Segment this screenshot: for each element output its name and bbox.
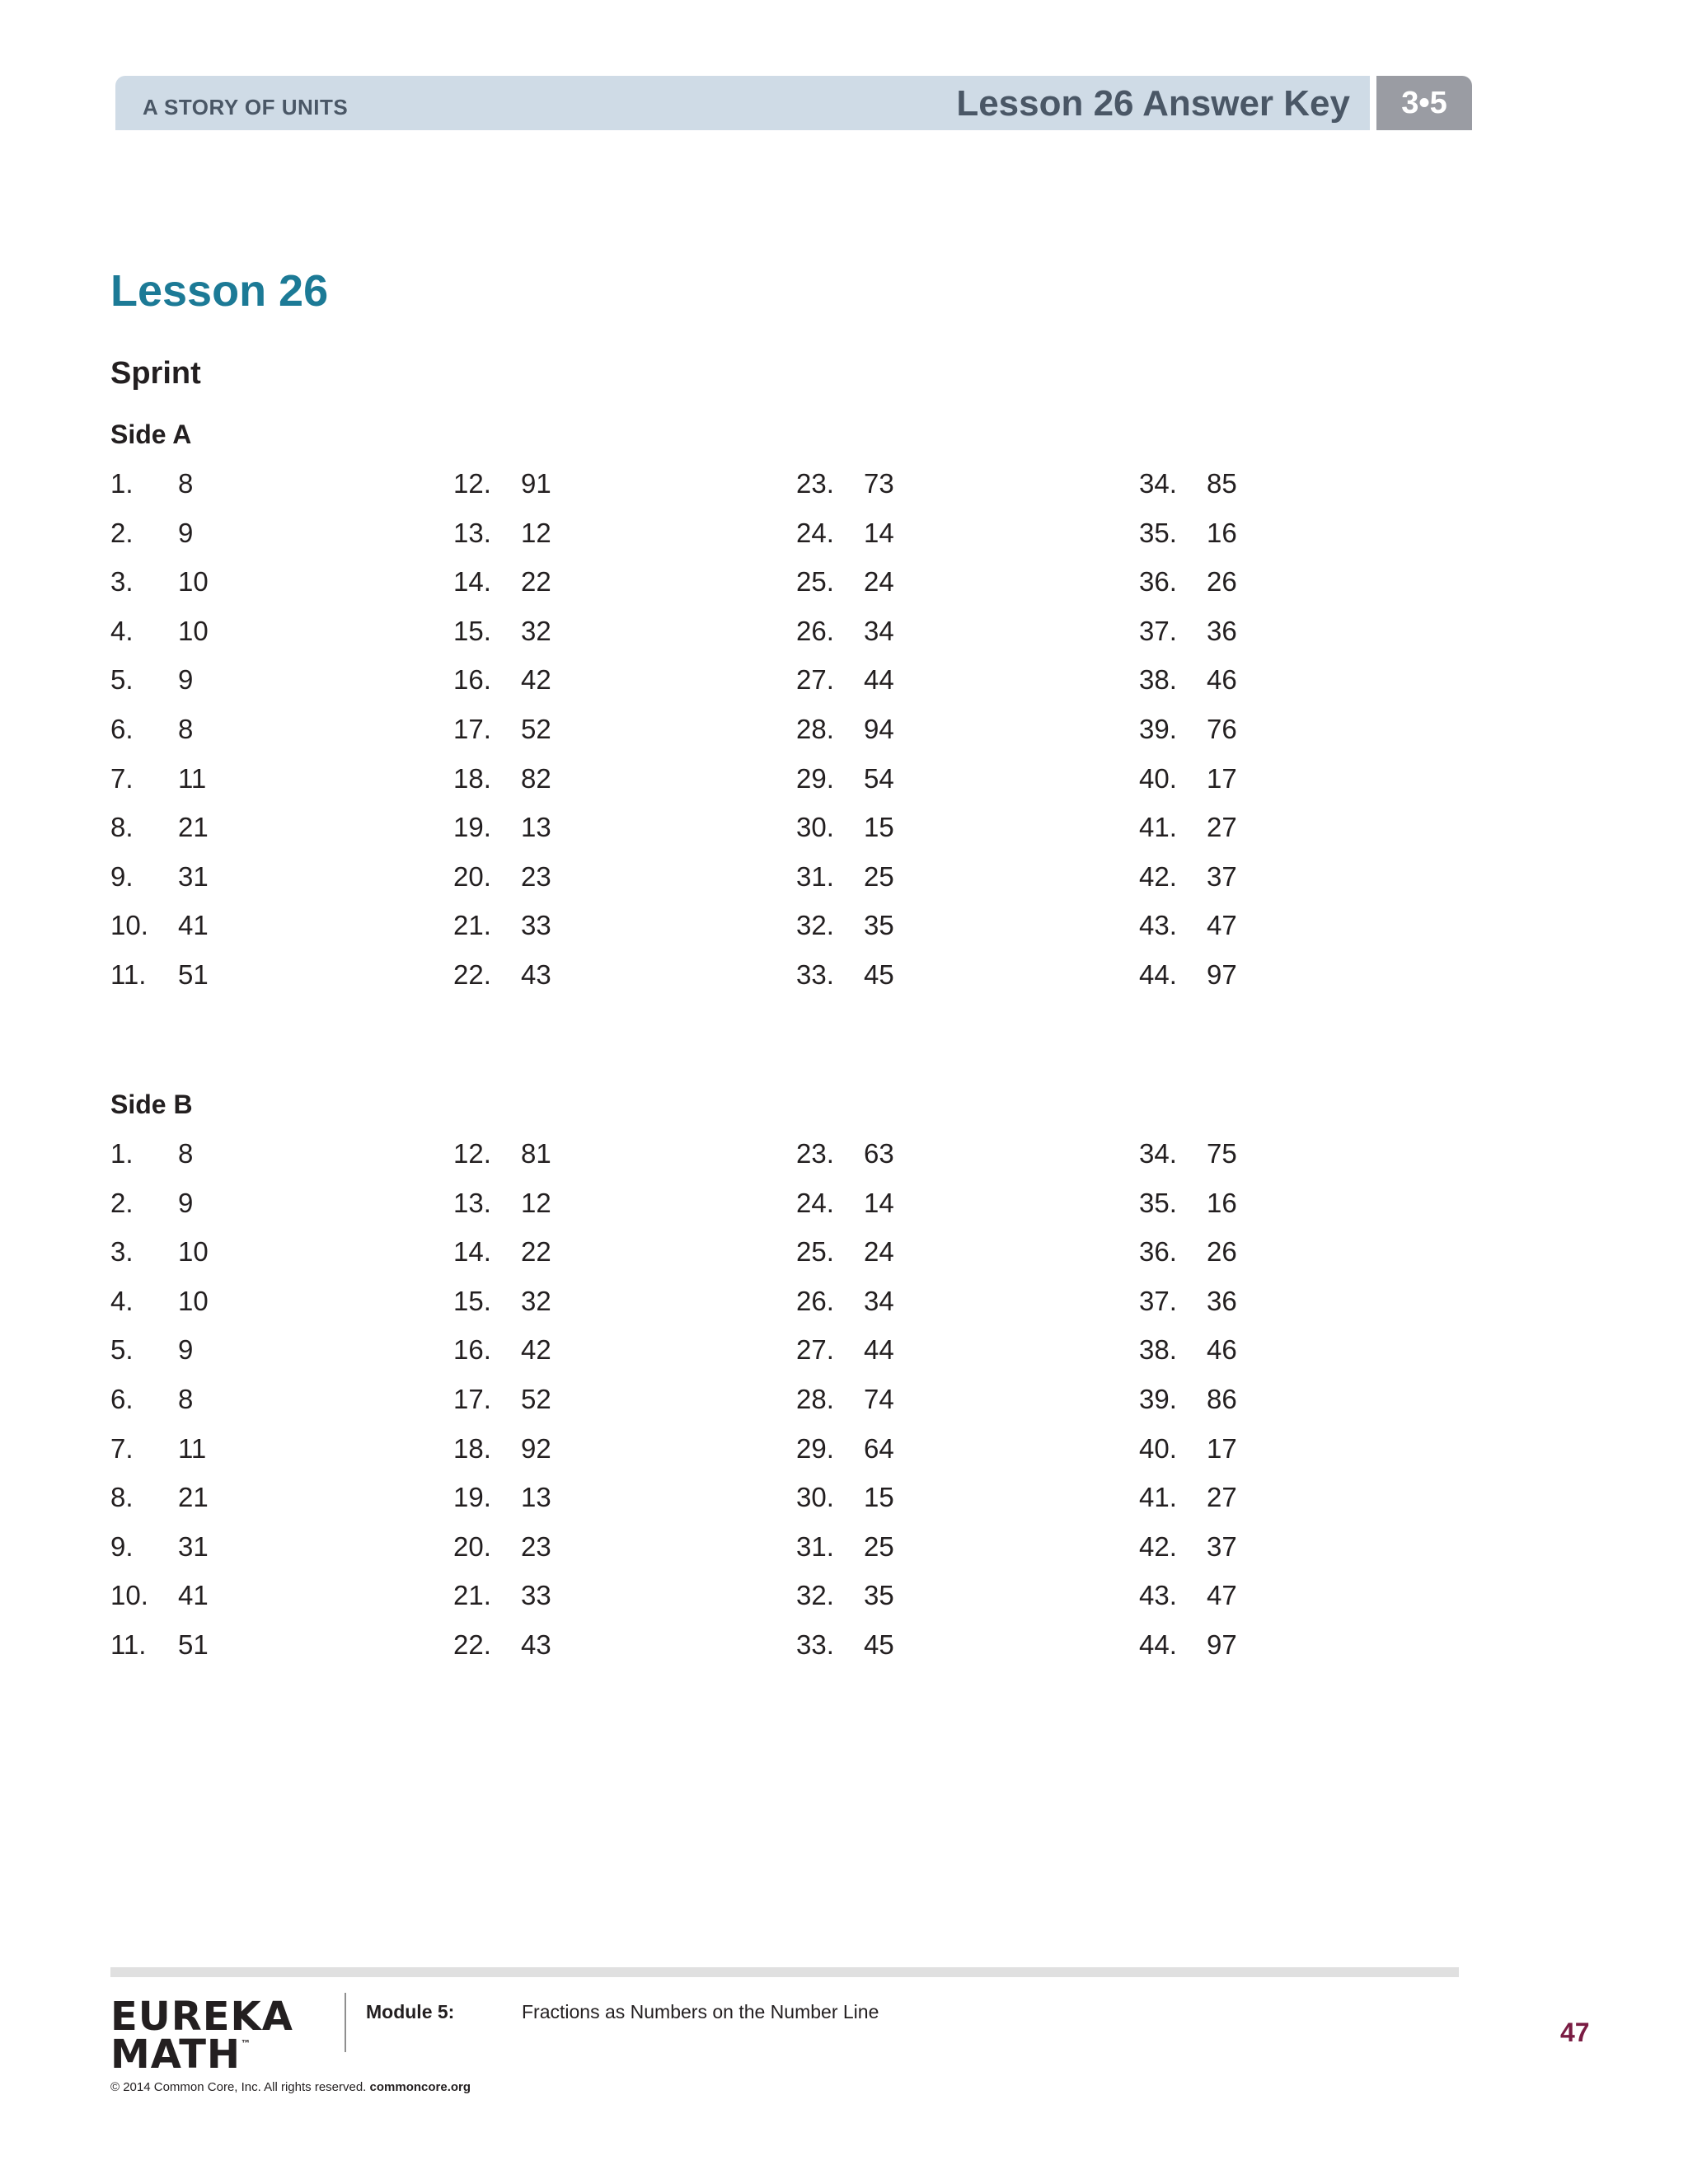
eureka-math-logo xyxy=(110,1994,308,2078)
answer-value: 8 xyxy=(178,714,194,744)
answer-item xyxy=(1139,909,1237,942)
answer-value: 33 xyxy=(521,1580,551,1611)
problem-number: 13. xyxy=(453,1187,491,1218)
answer-item xyxy=(110,762,206,795)
answer-item xyxy=(453,811,551,844)
problem-number: 36. xyxy=(1139,1236,1177,1268)
problem-number: 10. xyxy=(110,910,148,941)
problem-number: 9. xyxy=(110,1530,134,1562)
footer-rule xyxy=(110,1967,1459,1977)
answer-value: 21 xyxy=(178,812,209,843)
answer-value: 46 xyxy=(1207,664,1237,696)
problem-number: 12. xyxy=(453,1138,491,1169)
answer-item xyxy=(453,663,551,696)
answer-item xyxy=(453,713,551,746)
problem-number: 25. xyxy=(796,566,834,598)
answer-value: 43 xyxy=(521,1629,551,1660)
side-b-heading: Side B xyxy=(110,1090,193,1119)
problem-number: 40. xyxy=(1139,1432,1177,1464)
logo-line-2: MATH xyxy=(110,2032,241,2078)
answer-value: 27 xyxy=(1207,812,1237,843)
answer-item xyxy=(453,615,551,648)
answer-item xyxy=(1139,663,1237,696)
answer-item xyxy=(1139,811,1237,844)
answer-item xyxy=(453,1137,551,1170)
page-number: 47 xyxy=(1560,2018,1590,2047)
answer-item xyxy=(1139,1333,1237,1366)
problem-number: 32. xyxy=(796,1580,834,1611)
problem-number: 19. xyxy=(453,812,491,843)
problem-number: 37. xyxy=(1139,615,1177,646)
answer-item xyxy=(796,1137,894,1170)
answer-item xyxy=(1139,517,1237,550)
answer-value: 91 xyxy=(521,468,551,499)
problem-number: 44. xyxy=(1139,1629,1177,1660)
answer-item xyxy=(110,860,209,893)
answer-item xyxy=(796,467,894,500)
copyright-notice xyxy=(110,2079,471,2096)
problem-number: 6. xyxy=(110,1384,134,1414)
problem-number: 42. xyxy=(1139,1530,1177,1562)
answer-item xyxy=(1139,467,1237,500)
problem-number: 1. xyxy=(110,468,134,499)
problem-number: 4. xyxy=(110,615,134,646)
answer-item xyxy=(110,811,209,844)
answer-item xyxy=(796,811,894,844)
answer-item xyxy=(1139,762,1237,795)
answer-item xyxy=(110,958,209,991)
answer-value: 82 xyxy=(521,762,551,794)
answer-item xyxy=(796,1235,894,1268)
problem-number: 21. xyxy=(453,1580,491,1611)
answer-item xyxy=(453,565,551,598)
problem-number: 29. xyxy=(796,1432,834,1464)
answer-value: 9 xyxy=(178,664,194,696)
answer-item xyxy=(796,517,894,550)
answer-value: 10 xyxy=(178,566,209,598)
problem-number: 33. xyxy=(796,959,834,990)
answer-value: 14 xyxy=(864,1187,894,1218)
answer-item xyxy=(796,1333,894,1366)
problem-number: 20. xyxy=(453,1530,491,1562)
answer-item xyxy=(453,1481,551,1514)
answer-item xyxy=(453,762,551,795)
answer-item xyxy=(110,1579,209,1612)
answer-item xyxy=(453,1333,551,1366)
problem-number: 43. xyxy=(1139,1580,1177,1611)
answer-value: 92 xyxy=(521,1432,551,1464)
answer-value: 64 xyxy=(864,1432,894,1464)
answer-value: 27 xyxy=(1207,1482,1237,1513)
answer-item xyxy=(796,1530,894,1563)
answer-value: 37 xyxy=(1207,1530,1237,1562)
problem-number: 35. xyxy=(1139,517,1177,548)
problem-number: 5. xyxy=(110,1334,134,1366)
answer-item xyxy=(453,1432,551,1465)
answer-value: 97 xyxy=(1207,959,1237,990)
problem-number: 2. xyxy=(110,517,134,548)
answer-value: 81 xyxy=(521,1138,551,1169)
answer-value: 32 xyxy=(521,1285,551,1316)
logo-line-1: EUREKA xyxy=(110,1994,293,2040)
answer-item xyxy=(796,762,894,795)
answer-item xyxy=(1139,860,1237,893)
problem-number: 14. xyxy=(453,566,491,598)
problem-number: 31. xyxy=(796,860,834,892)
problem-number: 27. xyxy=(796,664,834,696)
answer-item xyxy=(453,860,551,893)
answer-value: 17 xyxy=(1207,762,1237,794)
answer-value: 36 xyxy=(1207,615,1237,646)
answer-item xyxy=(110,565,209,598)
answer-item xyxy=(1139,1137,1237,1170)
answer-value: 24 xyxy=(864,1236,894,1268)
answer-item xyxy=(796,663,894,696)
answer-value: 17 xyxy=(1207,1432,1237,1464)
answer-item xyxy=(453,1187,551,1220)
answer-item xyxy=(796,1579,894,1612)
answer-value: 32 xyxy=(521,615,551,646)
answer-value: 52 xyxy=(521,714,551,744)
answer-value: 23 xyxy=(521,860,551,892)
answer-value: 23 xyxy=(521,1530,551,1562)
answer-value: 10 xyxy=(178,1236,209,1268)
answer-value: 9 xyxy=(178,1334,194,1366)
problem-number: 3. xyxy=(110,1236,134,1268)
copyright-text: © 2014 Common Core, Inc. All rights reserved. xyxy=(110,2080,367,2094)
answer-item xyxy=(453,1383,551,1416)
problem-number: 38. xyxy=(1139,664,1177,696)
answer-item xyxy=(1139,713,1237,746)
problem-number: 14. xyxy=(453,1236,491,1268)
answer-value: 15 xyxy=(864,812,894,843)
answer-item xyxy=(1139,1187,1237,1220)
answer-value: 63 xyxy=(864,1138,894,1169)
answer-item xyxy=(453,467,551,500)
answer-value: 13 xyxy=(521,1482,551,1513)
answer-value: 31 xyxy=(178,860,209,892)
answer-value: 35 xyxy=(864,910,894,941)
problem-number: 7. xyxy=(110,1432,134,1464)
problem-number: 8. xyxy=(110,1482,134,1513)
problem-number: 26. xyxy=(796,1285,834,1316)
answer-item xyxy=(110,467,193,500)
answer-item xyxy=(796,1629,894,1661)
answer-value: 26 xyxy=(1207,1236,1237,1268)
answer-value: 52 xyxy=(521,1384,551,1414)
problem-number: 42. xyxy=(1139,860,1177,892)
answer-item xyxy=(1139,565,1237,598)
answer-value: 73 xyxy=(864,468,894,499)
answer-value: 8 xyxy=(178,1138,194,1169)
problem-number: 44. xyxy=(1139,959,1177,990)
answer-value: 34 xyxy=(864,1285,894,1316)
answer-value: 42 xyxy=(521,664,551,696)
answer-value: 36 xyxy=(1207,1285,1237,1316)
problem-number: 2. xyxy=(110,1187,134,1218)
answer-item xyxy=(110,663,193,696)
series-name: A STORY OF UNITS xyxy=(143,95,349,120)
answer-item xyxy=(110,713,193,746)
answer-value: 94 xyxy=(864,714,894,744)
answer-value: 14 xyxy=(864,517,894,548)
grade-module-badge: 3•5 xyxy=(1376,76,1472,130)
problem-number: 7. xyxy=(110,762,134,794)
problem-number: 13. xyxy=(453,517,491,548)
answer-item xyxy=(796,1187,894,1220)
answer-item xyxy=(796,958,894,991)
problem-number: 18. xyxy=(453,762,491,794)
answer-value: 76 xyxy=(1207,714,1237,744)
problem-number: 23. xyxy=(796,468,834,499)
section-title: Sprint xyxy=(110,356,201,391)
problem-number: 39. xyxy=(1139,1384,1177,1414)
answer-item xyxy=(110,1530,209,1563)
answer-value: 97 xyxy=(1207,1629,1237,1660)
problem-number: 39. xyxy=(1139,714,1177,744)
answer-item xyxy=(1139,1530,1237,1563)
problem-number: 10. xyxy=(110,1580,148,1611)
answer-item xyxy=(110,1432,206,1465)
answer-item xyxy=(110,1383,193,1416)
copyright-site: commoncore.org xyxy=(369,2080,471,2094)
answer-item xyxy=(110,909,209,942)
answer-key-title: Lesson 26 Answer Key xyxy=(956,83,1350,124)
answer-item xyxy=(1139,1383,1237,1416)
answer-item xyxy=(1139,1432,1237,1465)
answer-value: 37 xyxy=(1207,860,1237,892)
answer-value: 45 xyxy=(864,959,894,990)
answer-value: 51 xyxy=(178,1629,209,1660)
answer-value: 16 xyxy=(1207,517,1237,548)
answer-item xyxy=(110,1333,193,1366)
answer-value: 74 xyxy=(864,1384,894,1414)
answer-value: 44 xyxy=(864,664,894,696)
problem-number: 43. xyxy=(1139,910,1177,941)
answer-item xyxy=(110,1481,209,1514)
answer-item xyxy=(110,517,193,550)
problem-number: 27. xyxy=(796,1334,834,1366)
module-label: Module 5: xyxy=(366,2001,455,2022)
answer-value: 46 xyxy=(1207,1334,1237,1366)
problem-number: 30. xyxy=(796,1482,834,1513)
logo-trademark: ™ xyxy=(241,2038,252,2050)
answer-value: 35 xyxy=(864,1580,894,1611)
problem-number: 22. xyxy=(453,959,491,990)
answer-item xyxy=(1139,1235,1237,1268)
answer-value: 11 xyxy=(178,1432,207,1464)
answer-item xyxy=(110,1629,209,1661)
problem-number: 22. xyxy=(453,1629,491,1660)
problem-number: 35. xyxy=(1139,1187,1177,1218)
problem-number: 15. xyxy=(453,1285,491,1316)
answer-item xyxy=(796,1432,894,1465)
module-title: Fractions as Numbers on the Number Line xyxy=(522,2001,879,2022)
answer-item xyxy=(1139,1629,1237,1661)
problem-number: 9. xyxy=(110,860,134,892)
answer-value: 16 xyxy=(1207,1187,1237,1218)
answer-item xyxy=(796,860,894,893)
answer-item xyxy=(1139,615,1237,648)
answer-value: 9 xyxy=(178,517,194,548)
answer-value: 25 xyxy=(864,1530,894,1562)
answer-value: 41 xyxy=(178,910,209,941)
answer-item xyxy=(110,1235,209,1268)
answer-value: 26 xyxy=(1207,566,1237,598)
answer-value: 9 xyxy=(178,1187,194,1218)
answer-value: 15 xyxy=(864,1482,894,1513)
answer-value: 24 xyxy=(864,566,894,598)
answer-item xyxy=(110,1137,193,1170)
answer-value: 33 xyxy=(521,910,551,941)
problem-number: 8. xyxy=(110,812,134,843)
answer-value: 8 xyxy=(178,468,194,499)
answer-value: 31 xyxy=(178,1530,209,1562)
answer-value: 12 xyxy=(521,1187,551,1218)
answer-item xyxy=(1139,958,1237,991)
answer-value: 86 xyxy=(1207,1384,1237,1414)
problem-number: 19. xyxy=(453,1482,491,1513)
problem-number: 34. xyxy=(1139,468,1177,499)
answer-value: 42 xyxy=(521,1334,551,1366)
lesson-title: Lesson 26 xyxy=(110,266,329,316)
side-a-heading: Side A xyxy=(110,419,192,449)
problem-number: 17. xyxy=(453,714,491,744)
answer-value: 11 xyxy=(178,762,207,794)
problem-number: 34. xyxy=(1139,1138,1177,1169)
problem-number: 21. xyxy=(453,910,491,941)
problem-number: 23. xyxy=(796,1138,834,1169)
problem-number: 32. xyxy=(796,910,834,941)
answer-value: 10 xyxy=(178,1285,209,1316)
answer-value: 34 xyxy=(864,615,894,646)
problem-number: 16. xyxy=(453,1334,491,1366)
answer-item xyxy=(796,1481,894,1514)
problem-number: 12. xyxy=(453,468,491,499)
answer-value: 47 xyxy=(1207,1580,1237,1611)
answer-value: 21 xyxy=(178,1482,209,1513)
answer-value: 22 xyxy=(521,1236,551,1268)
answer-value: 13 xyxy=(521,812,551,843)
footer-divider xyxy=(345,1993,346,2052)
problem-number: 18. xyxy=(453,1432,491,1464)
answer-value: 51 xyxy=(178,959,209,990)
answer-item xyxy=(796,615,894,648)
problem-number: 36. xyxy=(1139,566,1177,598)
answer-item xyxy=(110,1285,209,1318)
problem-number: 4. xyxy=(110,1285,134,1316)
answer-item xyxy=(796,909,894,942)
answer-value: 43 xyxy=(521,959,551,990)
problem-number: 41. xyxy=(1139,812,1177,843)
answer-item xyxy=(453,517,551,550)
problem-number: 25. xyxy=(796,1236,834,1268)
answer-item xyxy=(110,1187,193,1220)
answer-item xyxy=(796,713,894,746)
answer-item xyxy=(453,1579,551,1612)
answer-value: 25 xyxy=(864,860,894,892)
answer-item xyxy=(453,1285,551,1318)
problem-number: 11. xyxy=(110,959,147,990)
problem-number: 41. xyxy=(1139,1482,1177,1513)
problem-number: 31. xyxy=(796,1530,834,1562)
problem-number: 11. xyxy=(110,1629,147,1660)
problem-number: 6. xyxy=(110,714,134,744)
problem-number: 37. xyxy=(1139,1285,1177,1316)
problem-number: 40. xyxy=(1139,762,1177,794)
answer-value: 8 xyxy=(178,1384,194,1414)
answer-value: 10 xyxy=(178,615,209,646)
problem-number: 28. xyxy=(796,714,834,744)
problem-number: 3. xyxy=(110,566,134,598)
answer-item xyxy=(1139,1285,1237,1318)
problem-number: 30. xyxy=(796,812,834,843)
problem-number: 24. xyxy=(796,1187,834,1218)
problem-number: 16. xyxy=(453,664,491,696)
problem-number: 33. xyxy=(796,1629,834,1660)
answer-value: 45 xyxy=(864,1629,894,1660)
answer-item xyxy=(453,909,551,942)
problem-number: 28. xyxy=(796,1384,834,1414)
problem-number: 24. xyxy=(796,517,834,548)
answer-value: 12 xyxy=(521,517,551,548)
answer-value: 75 xyxy=(1207,1138,1237,1169)
answer-value: 54 xyxy=(864,762,894,794)
answer-value: 85 xyxy=(1207,468,1237,499)
answer-item xyxy=(453,1235,551,1268)
answer-item xyxy=(110,615,209,648)
answer-item xyxy=(453,958,551,991)
answer-item xyxy=(796,1383,894,1416)
answer-item xyxy=(453,1530,551,1563)
answer-item xyxy=(1139,1481,1237,1514)
problem-number: 20. xyxy=(453,860,491,892)
problem-number: 29. xyxy=(796,762,834,794)
answer-value: 41 xyxy=(178,1580,209,1611)
answer-value: 22 xyxy=(521,566,551,598)
answer-item xyxy=(796,565,894,598)
answer-item xyxy=(453,1629,551,1661)
problem-number: 38. xyxy=(1139,1334,1177,1366)
answer-item xyxy=(796,1285,894,1318)
problem-number: 1. xyxy=(110,1138,134,1169)
problem-number: 26. xyxy=(796,615,834,646)
problem-number: 17. xyxy=(453,1384,491,1414)
problem-number: 5. xyxy=(110,664,134,696)
problem-number: 15. xyxy=(453,615,491,646)
answer-item xyxy=(1139,1579,1237,1612)
answer-value: 44 xyxy=(864,1334,894,1366)
answer-value: 47 xyxy=(1207,910,1237,941)
